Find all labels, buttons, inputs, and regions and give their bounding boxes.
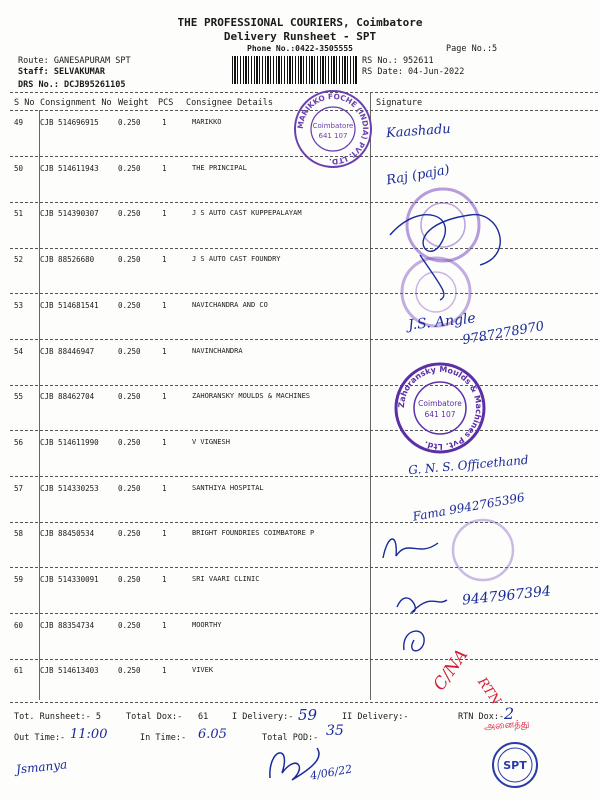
pcs-value: 1 (162, 301, 167, 310)
consignee-name: J S AUTO CAST KUPPEPALAYAM (192, 209, 302, 217)
total-pod-label: Total POD:- (262, 733, 319, 743)
runsheet-title: Delivery Runsheet - SPT (223, 30, 377, 43)
col-consignment: Consignment No (40, 98, 112, 108)
signature-row-50: Raj (paja) (385, 162, 451, 189)
in-time-label: In Time:- (140, 733, 187, 743)
consignee-name: MARIKKO (192, 118, 222, 126)
serial-number: 55 (14, 392, 24, 401)
page-number: Page No.:5 (446, 44, 498, 54)
staff-label: Staff: SELVAKUMAR (18, 67, 105, 77)
pcs-value: 1 (162, 392, 167, 401)
serial-number: 57 (14, 484, 24, 493)
weight-value: 0.250 (118, 621, 141, 630)
consignee-name: THE PRINCIPAL (192, 164, 247, 172)
total-dox-label: Total Dox:- (126, 712, 183, 722)
rtn-dox-handwritten: 2 (504, 704, 515, 723)
ii-delivery-label: II Delivery:- (342, 712, 409, 722)
pcs-value: 1 (162, 484, 167, 493)
company-seal-stamp (292, 88, 374, 170)
weight-value: 0.250 (118, 301, 141, 310)
return-word: RTN (474, 675, 504, 708)
rs-number: RS No.: 952611 (362, 56, 434, 66)
rtn-dox-label: RTN Dox:- (458, 712, 505, 722)
consignee-name: V VIGNESH (192, 438, 230, 446)
serial-number: 58 (14, 529, 24, 538)
signature-date: 4/06/22 (309, 762, 354, 783)
company-title: THE PROFESSIONAL COURIERS, Coimbatore (177, 16, 423, 29)
signature-row-57: Fama 9942765396 (411, 490, 526, 524)
consignment-number: CJB 88450534 (40, 529, 95, 538)
serial-number: 49 (14, 118, 24, 127)
consignee-name: MOORTHY (192, 621, 222, 629)
signature-scribble-icon (396, 620, 436, 660)
out-time-handwritten: 11:00 (70, 727, 108, 742)
svg-text:Coimbatore: Coimbatore (312, 122, 354, 130)
svg-text:641 107: 641 107 (318, 132, 348, 140)
signature-scribble-icon (378, 528, 448, 568)
col-divider (370, 92, 371, 700)
consignee-name: J S AUTO CAST FOUNDRY (192, 255, 281, 263)
in-time-handwritten: 6.05 (198, 727, 227, 742)
consignee-name: ZAHORANSKY MOULDS & MACHINES (192, 392, 311, 400)
svg-text:MARIKKO FOCHE (INDIA) PVT. LTD: MARIKKO FOCHE (INDIA) PVT. LTD. (295, 91, 371, 167)
weight-value: 0.250 (118, 484, 141, 493)
col-consignee: Consignee Details (186, 98, 273, 108)
pcs-value: 1 (162, 209, 167, 218)
pcs-value: 1 (162, 621, 167, 630)
svg-text:Zahoransky Moulds & Machines P: Zahoransky Moulds & Machines Pvt. Ltd. (396, 364, 484, 452)
consignment-number: CJB 514611990 (40, 438, 99, 447)
weight-value: 0.250 (118, 529, 141, 538)
rs-date: RS Date: 04-Jun-2022 (362, 67, 465, 77)
serial-number: 52 (14, 255, 24, 264)
consignee-name: BRIGHT FOUNDRIES COIMBATORE P (192, 529, 315, 537)
pcs-value: 1 (162, 666, 167, 675)
serial-number: 54 (14, 347, 24, 356)
faded-stamp-marks (448, 515, 518, 585)
i-delivery-label: I Delivery:- (232, 712, 294, 722)
svg-text:641 107: 641 107 (424, 410, 456, 419)
consignee-name: SANTHIYA HOSPITAL (192, 484, 264, 492)
col-pcs: PCS (158, 98, 174, 108)
company-seal-stamp (392, 360, 488, 456)
weight-value: 0.250 (118, 347, 141, 356)
consignment-number: CJB 88446947 (40, 347, 95, 356)
pcs-value: 1 (162, 255, 167, 264)
serial-number: 53 (14, 301, 24, 310)
consignment-number: CJB 514390307 (40, 209, 99, 218)
phone-row-59: 9447967394 (461, 583, 552, 609)
serial-number: 56 (14, 438, 24, 447)
consignee-name: VIVEK (192, 666, 214, 674)
row-divider (10, 430, 598, 431)
weight-value: 0.250 (118, 164, 141, 173)
signature-row-53: J.S. Angle (407, 310, 477, 334)
consignment-number: CJB 514330091 (40, 575, 99, 584)
pcs-value: 1 (162, 347, 167, 356)
total-runsheet: Tot. Runsheet:- 5 (14, 712, 101, 722)
consignee-name: SRI VAARI CLINIC (192, 575, 260, 583)
consignment-number: CJB 514681541 (40, 301, 99, 310)
pcs-value: 1 (162, 164, 167, 173)
pcs-value: 1 (162, 529, 167, 538)
total-dox-value: 61 (198, 712, 209, 722)
signature-scribble-icon (392, 582, 452, 618)
total-pod-handwritten: 35 (326, 723, 344, 739)
serial-number: 60 (14, 621, 24, 630)
out-time-label: Out Time:- (14, 733, 66, 743)
svg-text:SPT: SPT (503, 759, 527, 772)
i-delivery-handwritten: 59 (298, 706, 318, 724)
serial-number: 51 (14, 209, 24, 218)
consignee-name: NAVICHANDRA AND CO (192, 301, 268, 309)
serial-number: 59 (14, 575, 24, 584)
weight-value: 0.250 (118, 255, 141, 264)
row-divider (10, 659, 598, 660)
consignment-number: CJB 514696915 (40, 118, 99, 127)
serial-number: 50 (14, 164, 24, 173)
consignee-name: NAVINCHANDRA (192, 347, 243, 355)
serial-number: 61 (14, 666, 24, 675)
signature-row-56: G. N. S. Officethand (407, 452, 530, 478)
col-sno: S No (14, 98, 35, 108)
row-divider (10, 702, 598, 703)
weight-value: 0.250 (118, 666, 141, 675)
consignment-number: CJB 514611943 (40, 164, 99, 173)
consignment-number: CJB 88354734 (40, 621, 95, 630)
col-weight: Weight (118, 98, 149, 108)
drs-number: DRS No.: DCJB95261105 (18, 80, 126, 90)
tamil-note: அனைத்து (483, 718, 530, 733)
row-divider (10, 385, 598, 386)
pcs-value: 1 (162, 575, 167, 584)
barcode (232, 56, 358, 84)
phone-number: Phone No.:0422-3505555 (247, 44, 353, 53)
row-divider (10, 476, 598, 477)
consignment-number: CJB 88526680 (40, 255, 95, 264)
weight-value: 0.250 (118, 209, 141, 218)
weight-value: 0.250 (118, 392, 141, 401)
col-signature: Signature (376, 98, 423, 108)
weight-value: 0.250 (118, 575, 141, 584)
consignment-number: CJB 514613403 (40, 666, 99, 675)
consignment-number: CJB 514330253 (40, 484, 99, 493)
phone-row-53: 9787278970 (461, 318, 546, 349)
pcs-value: 1 (162, 438, 167, 447)
staff-signature: Jsmanya (15, 757, 68, 777)
pcs-value: 1 (162, 118, 167, 127)
signature-row-49: Kaashadu (385, 121, 452, 142)
svg-text:Coimbatore: Coimbatore (418, 399, 462, 408)
consignment-number: CJB 88462704 (40, 392, 95, 401)
col-divider (39, 110, 40, 700)
weight-value: 0.250 (118, 438, 141, 447)
signature-scribble-icon (380, 195, 530, 305)
spt-stamp (490, 740, 540, 790)
weight-value: 0.250 (118, 118, 141, 127)
route-label: Route: GANESAPURAM SPT (18, 56, 131, 66)
return-mark: C/NA (429, 645, 473, 695)
row-divider (10, 613, 598, 614)
